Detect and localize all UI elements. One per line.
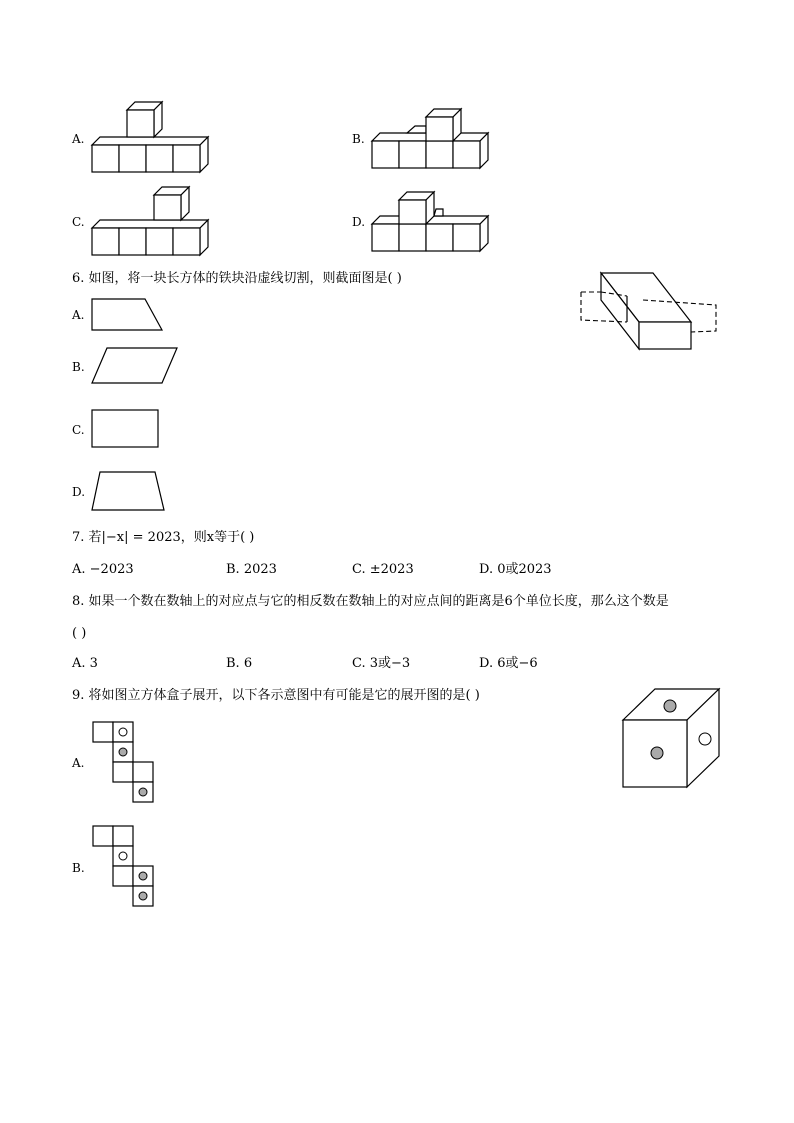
q8-option-d: D. 6或−6	[479, 656, 538, 671]
q7-option-a: A. −2023	[72, 562, 134, 577]
q7-option-d: D. 0或2023	[479, 562, 552, 577]
q7-option-b: B. 2023	[226, 562, 277, 577]
q9-stem: 9. 将如图立方体盒子展开，以下各示意图中有可能是它的展开图的是( )	[72, 688, 480, 703]
q6-option-c-label: C.	[72, 423, 85, 437]
q7-option-c: C. ±2023	[352, 562, 414, 577]
q8-stem-line2: ( )	[72, 626, 87, 641]
q9-option-b-label: B.	[72, 861, 85, 875]
q9-option-a-label: A.	[72, 756, 85, 770]
q8-option-c: C. 3或−3	[352, 656, 411, 671]
q5-option-c-label: C.	[72, 215, 85, 229]
q8-stem-line1: 8. 如果一个数在数轴上的对应点与它的相反数在数轴上的对应点间的距离是6个单位长度，那么这个数是	[72, 594, 669, 609]
q8-option-b: B. 6	[226, 656, 253, 671]
q5-option-b-label: B.	[352, 132, 365, 146]
q5-option-a-label: A.	[72, 132, 85, 146]
q8-option-a: A. 3	[72, 656, 98, 671]
q6-option-d-label: D.	[72, 485, 86, 499]
q6-option-a-label: A.	[72, 308, 85, 322]
q6-stem: 6. 如图，将一块长方体的铁块沿虚线切割，则截面图是( )	[72, 271, 402, 286]
q7-stem: 7. 若|−x| = 2023，则x等于( )	[72, 530, 255, 545]
q6-option-b-label: B.	[72, 360, 85, 374]
q5-option-d-label: D.	[352, 215, 366, 229]
